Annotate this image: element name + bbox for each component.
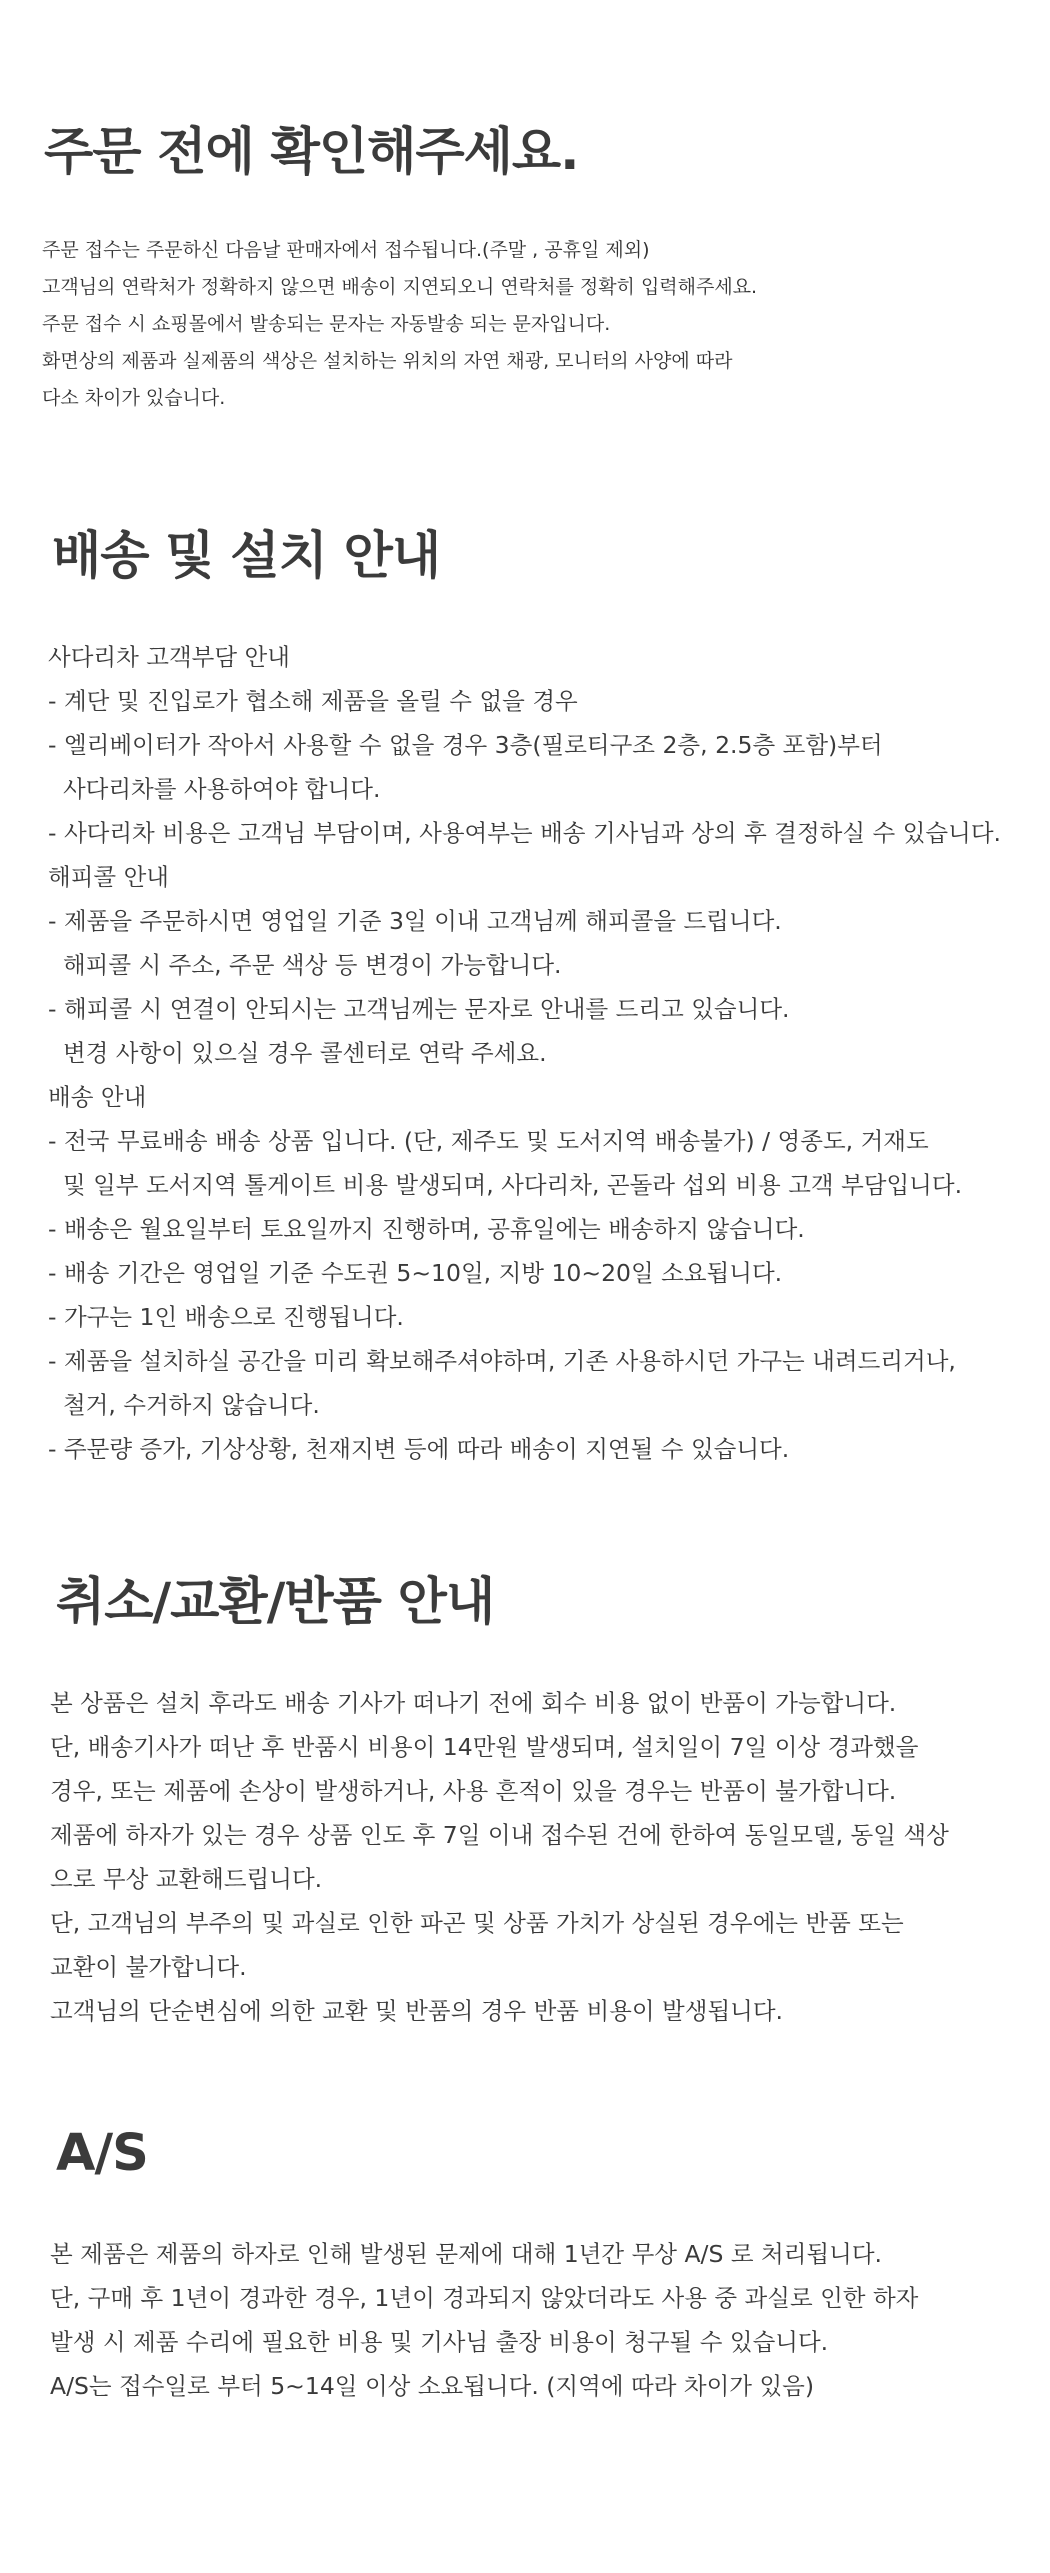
after-service-line: 단, 구매 후 1년이 경과한 경우, 1년이 경과되지 않았더라도 사용 중 과실로 인한 하자 (50, 2284, 919, 2312)
order-notice-section (0, 118, 1050, 417)
delivery-subheading: 배송 안내 (48, 1083, 147, 1111)
delivery-line: 변경 사항이 있으실 경우 콜센터로 연락 주세요. (48, 1039, 547, 1067)
cancel-line: 단, 고객님의 부주의 및 과실로 인한 파곤 및 상품 가치가 상실된 경우에는 반품 또는 (50, 1909, 904, 1937)
cancel-line: 경우, 또는 제품에 손상이 발생하거나, 사용 흔적이 있을 경우는 반품이 불가합니다. (50, 1777, 897, 1805)
delivery-line: - 주문량 증가, 기상상황, 천재지변 등에 따라 배송이 지연될 수 있습니다. (48, 1435, 790, 1463)
order-notice-line: 주문 접수는 주문하신 다음날 판매자에서 접수됩니다.(주말 , 공휴일 제외) (42, 239, 650, 261)
order-notice-list (42, 232, 1050, 417)
after-service-section (0, 2114, 1050, 2408)
delivery-line: 및 일부 도서지역 톨게이트 비용 발생되며, 사다리차, 곤돌라 섭외 비용 고객 부담입니다. (48, 1171, 963, 1199)
delivery-install-list (48, 635, 1050, 1471)
cancel-line: 단, 배송기사가 떠난 후 반품시 비용이 14만원 발생되며, 설치일이 7일 이상 경과했을 (50, 1733, 919, 1761)
after-service-line: 발생 시 제품 수리에 필요한 비용 및 기사님 출장 비용이 청구될 수 있습니다. (50, 2328, 829, 2356)
delivery-line: - 가구는 1인 배송으로 진행됩니다. (48, 1303, 404, 1331)
delivery-install-title: 배송 및 설치 안내 (52, 527, 441, 586)
delivery-install-section (0, 517, 1050, 1471)
delivery-line: - 제품을 주문하시면 영업일 기준 3일 이내 고객님께 해피콜을 드립니다. (48, 907, 782, 935)
cancel-line: 본 상품은 설치 후라도 배송 기사가 떠나기 전에 회수 비용 없이 반품이 가능합니다. (50, 1689, 897, 1717)
delivery-line: - 사다리차 비용은 고객님 부담이며, 사용여부는 배송 기사님과 상의 후 결정하실 수 있습니다. (48, 819, 1001, 847)
delivery-line: - 제품을 설치하실 공간을 미리 확보해주셔야하며, 기존 사용하시던 가구는 내려드리거나, (48, 1347, 956, 1375)
delivery-line: 사다리차를 사용하여야 합니다. (48, 775, 381, 803)
order-notice-line: 주문 접수 시 쇼핑몰에서 발송되는 문자는 자동발송 되는 문자입니다. (42, 313, 611, 335)
delivery-line: 철거, 수거하지 않습니다. (48, 1391, 320, 1419)
after-service-list (50, 2232, 1050, 2408)
delivery-line: - 배송 기간은 영업일 기준 수도권 5~10일, 지방 10~20일 소요됩니다. (48, 1259, 783, 1287)
after-service-title: A/S (56, 2124, 148, 2183)
delivery-subheading: 해피콜 안내 (48, 863, 169, 891)
cancel-exchange-return-list (50, 1681, 1050, 2033)
cancel-exchange-return-title: 취소/교환/반품 안내 (56, 1573, 495, 1632)
cancel-line: 제품에 하자가 있는 경우 상품 인도 후 7일 이내 접수된 건에 한하여 동일모델, 동일 색상 (50, 1821, 949, 1849)
order-notice-line: 화면상의 제품과 실제품의 색상은 설치하는 위치의 자연 채광, 모니터의 사양에 따라 (42, 350, 733, 372)
delivery-subheading: 사다리차 고객부담 안내 (48, 643, 290, 671)
order-notice-line: 고객님의 연락처가 정확하지 않으면 배송이 지연되오니 연락처를 정확히 입력해주세요. (42, 276, 758, 298)
cancel-line: 교환이 불가합니다. (50, 1953, 247, 1981)
cancel-line: 으로 무상 교환해드립니다. (50, 1865, 323, 1893)
order-notice-line: 다소 차이가 있습니다. (42, 387, 226, 409)
after-service-line: A/S는 접수일로 부터 5~14일 이상 소요됩니다. (지역에 따라 차이가 있음) (50, 2372, 815, 2400)
delivery-line: - 해피콜 시 연결이 안되시는 고객님께는 문자로 안내를 드리고 있습니다. (48, 995, 790, 1023)
delivery-line: - 전국 무료배송 배송 상품 입니다. (단, 제주도 및 도서지역 배송불가) / 영종도, 거재도 (48, 1127, 929, 1155)
delivery-line: - 엘리베이터가 작아서 사용할 수 없을 경우 3층(필로티구조 2층, 2.5층 포함)부터 (48, 731, 883, 759)
cancel-line: 고객님의 단순변심에 의한 교환 및 반품의 경우 반품 비용이 발생됩니다. (50, 1997, 784, 2025)
cancel-exchange-return-section (0, 1563, 1050, 2033)
delivery-line: 해피콜 시 주소, 주문 색상 등 변경이 가능합니다. (48, 951, 562, 979)
delivery-line: - 배송은 월요일부터 토요일까지 진행하며, 공휴일에는 배송하지 않습니다. (48, 1215, 805, 1243)
delivery-line: - 계단 및 진입로가 협소해 제품을 올릴 수 없을 경우 (48, 687, 578, 715)
order-notice-title: 주문 전에 확인해주세요. (44, 123, 579, 182)
after-service-line: 본 제품은 제품의 하자로 인해 발생된 문제에 대해 1년간 무상 A/S 로 처리됩니다. (50, 2240, 883, 2268)
